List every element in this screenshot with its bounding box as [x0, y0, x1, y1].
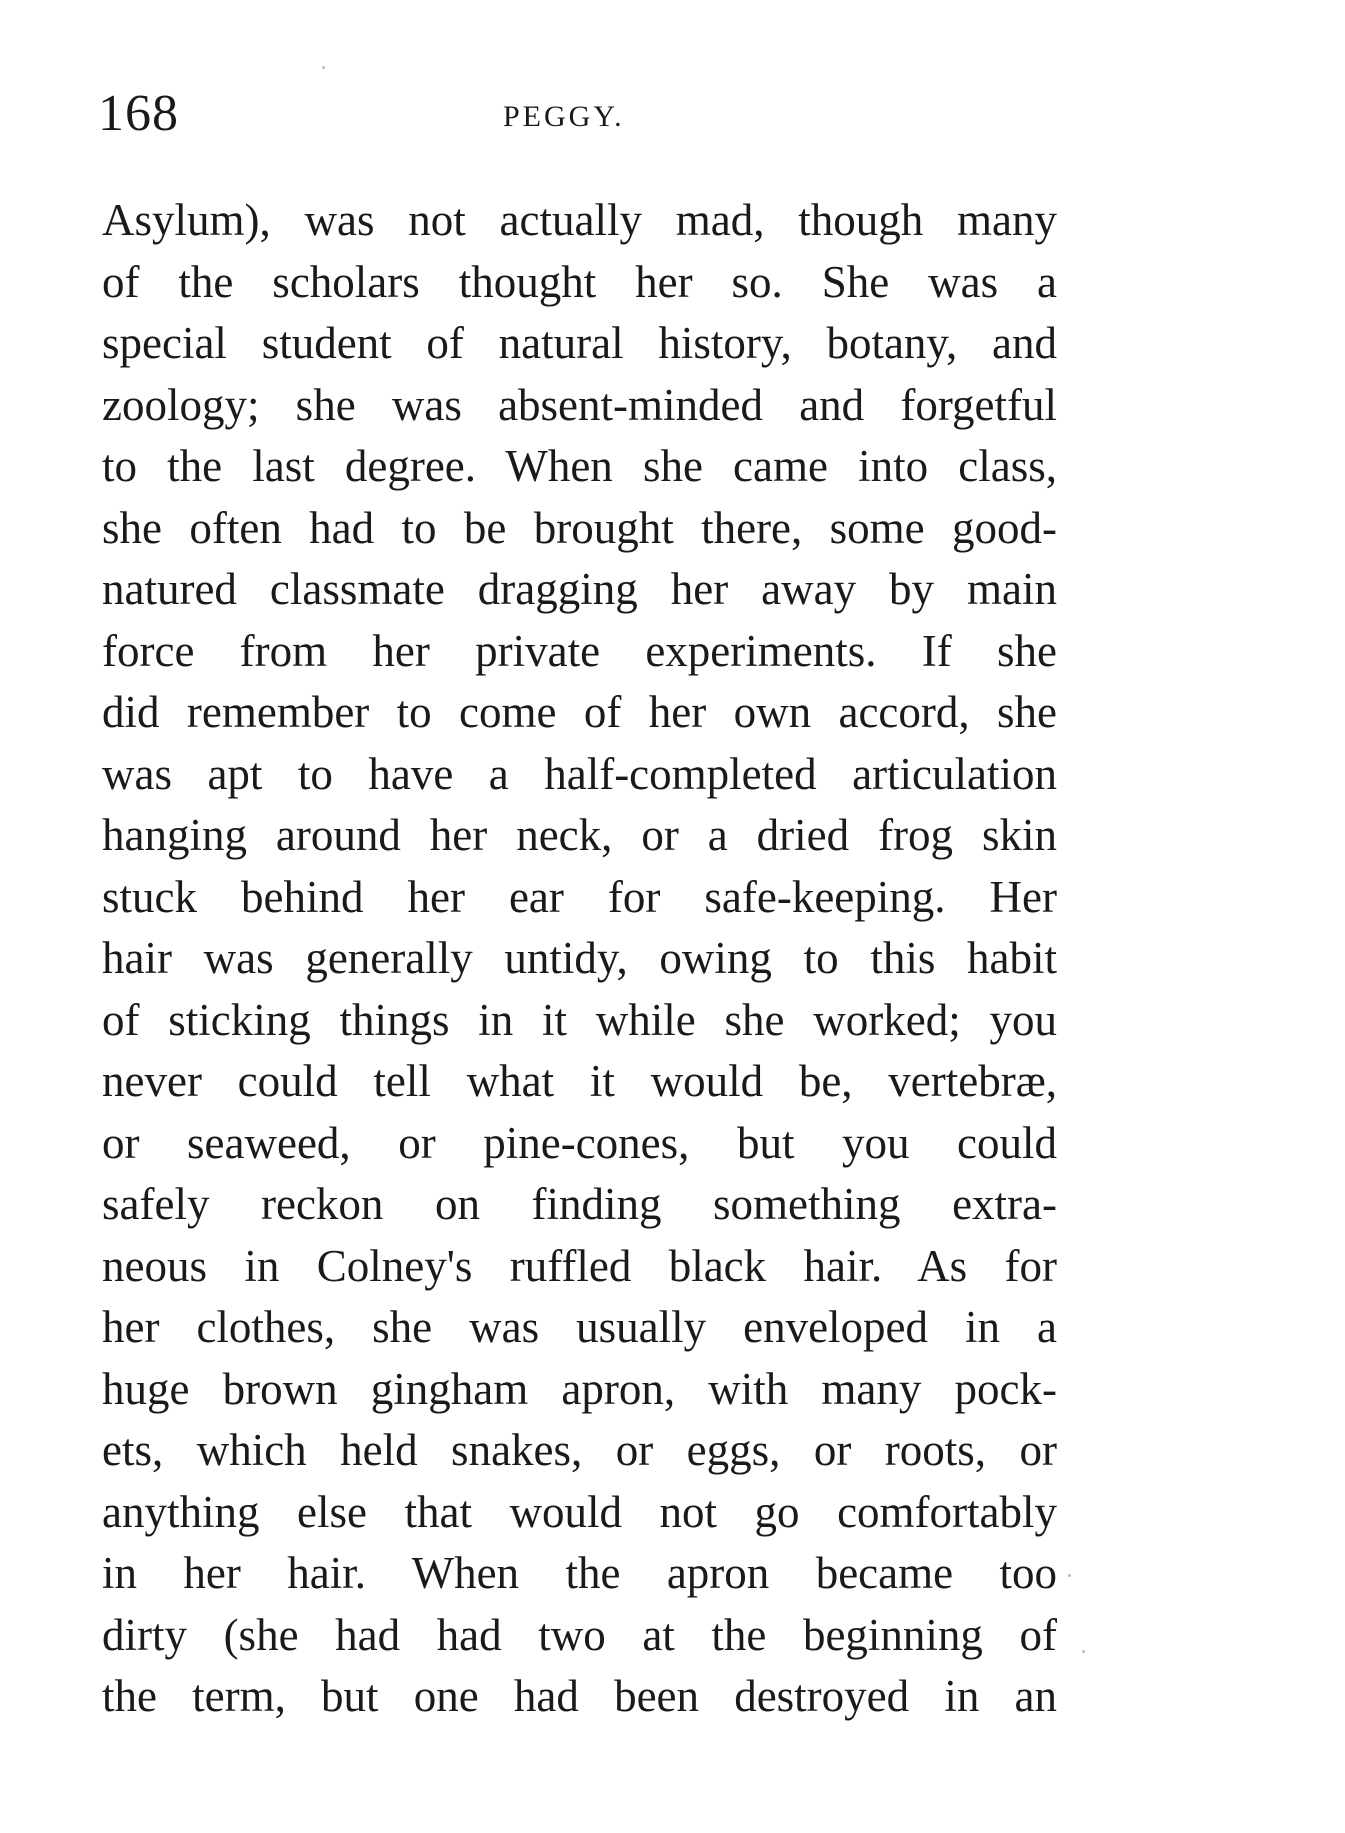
page-header — [98, 85, 1053, 148]
running-head: PEGGY. — [503, 100, 625, 133]
text-line: hair was generally untidy, owing to this habit — [102, 933, 1057, 983]
text-line: zoology; she was absent-minded and forgetful — [102, 379, 1057, 430]
page-number: 168 — [98, 85, 179, 142]
text-line: neous in Colney's ruffled black hair. As for — [102, 1240, 1057, 1291]
paper-speck — [322, 66, 325, 69]
text-line: force from her private experiments. If she — [102, 625, 1057, 676]
text-line: natured classmate dragging her away by main — [102, 564, 1057, 614]
text-line: hanging around her neck, or a dried frog skin — [102, 810, 1057, 860]
text-line: in her hair. When the apron became too — [102, 1548, 1057, 1598]
text-line: her clothes, she was usually enveloped in a — [102, 1302, 1057, 1352]
text-line: ets, which held snakes, or eggs, or roots, or — [102, 1425, 1057, 1475]
text-line: special student of natural history, botany, and — [102, 318, 1057, 368]
text-line: huge brown gingham apron, with many pock- — [102, 1363, 1057, 1414]
paper-speck — [1082, 1650, 1085, 1653]
text-line: safely reckon on finding something extra- — [102, 1179, 1057, 1229]
text-line: she often had to be brought there, some good- — [102, 502, 1057, 553]
text-line: never could tell what it would be, vertebræ, — [102, 1056, 1057, 1106]
text-line: the term, but one had been destroyed in an — [102, 1671, 1057, 1721]
text-line: stuck behind her ear for safe-keeping. Her — [102, 871, 1057, 922]
text-line: or seaweed, or pine-cones, but you could — [102, 1117, 1057, 1168]
text-line: anything else that would not go comfortably — [102, 1486, 1057, 1537]
text-line: of sticking things in it while she worked; you — [102, 994, 1057, 1045]
paper-speck — [1068, 1574, 1071, 1577]
text-line: of the scholars thought her so. She was a — [102, 256, 1057, 307]
text-line: Asylum), was not actually mad, though many — [102, 195, 1057, 245]
text-line: to the last degree. When she came into class, — [102, 441, 1057, 491]
text-line: was apt to have a half-completed articulation — [102, 748, 1057, 799]
body-text — [102, 190, 1057, 1728]
text-line: did remember to come of her own accord, she — [102, 687, 1057, 737]
text-line: dirty (she had had two at the beginning of — [102, 1609, 1057, 1660]
